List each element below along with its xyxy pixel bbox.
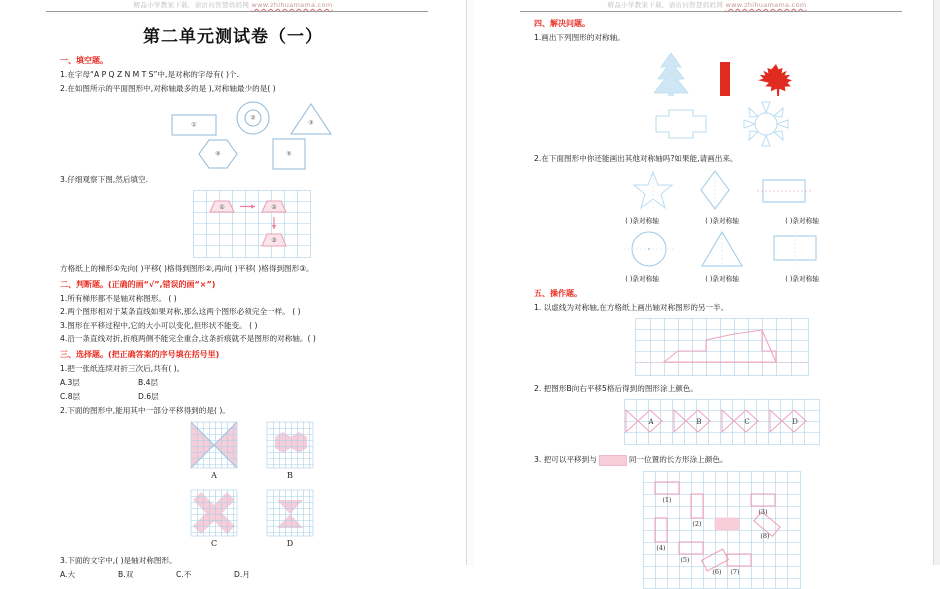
question-5-1: 1. 以虚线为对称轴,在方格纸上画出轴对称图形的另一半。 <box>534 303 729 312</box>
question-3-3: 3.下面的文字中,( )是轴对称图形。 <box>60 556 177 565</box>
option-d[interactable]: D.6层 <box>138 392 159 401</box>
color-swatch <box>599 455 627 466</box>
axis-shapes-row-1 <box>534 51 910 97</box>
mirror-half-figure <box>534 318 910 376</box>
option-c[interactable]: C.不 <box>176 570 192 579</box>
fish-grid <box>624 399 820 445</box>
question-1-3-text: 方格纸上的梯形①先向( )平移( )格得到图形②,再向( )平移( )格得到图形③。 <box>60 263 314 273</box>
axis-count-captions-row-2 <box>534 273 910 283</box>
option-d[interactable]: D.月 <box>234 570 250 579</box>
fish-translate-figure <box>534 399 910 445</box>
figure-b <box>265 420 315 470</box>
axis-count-label[interactable]: ( )条对称轴 <box>785 275 819 283</box>
svg-text:(2): (2) <box>692 519 702 528</box>
shape-label: ④ <box>215 150 221 157</box>
rhombus-shape <box>699 169 731 211</box>
header-text: 精品小学教案下载，请访问智慧妈妈网 www.zhihuamama.com <box>133 1 333 9</box>
svg-text:(7): (7) <box>730 567 740 576</box>
tf-item-2: 2.两个图形相对于某条直线如果对称,那么这两个图形必须完全一样。 ( ) <box>60 307 301 316</box>
choice-caption: A <box>211 471 217 480</box>
header-rule <box>46 11 428 12</box>
question-5-2: 2. 把图形B向右平移5格后得到的图形涂上颜色。 <box>534 384 698 393</box>
pine-tree-icon <box>650 51 692 97</box>
section-heading-5: 五、操作题。 <box>534 289 582 298</box>
option-b[interactable]: B.双 <box>118 570 134 579</box>
svg-text:(4): (4) <box>656 543 666 552</box>
svg-text:B: B <box>696 418 702 426</box>
choice-figures-row-1 <box>60 420 444 480</box>
page-title: 第二单元测试卷（一） <box>143 27 323 47</box>
shape-square <box>272 138 306 170</box>
page-right-edge <box>933 0 940 565</box>
svg-text:②: ② <box>271 203 277 211</box>
shape-rectangle <box>171 114 217 136</box>
shape-label: ① <box>191 121 197 128</box>
shape-circle <box>235 100 271 136</box>
choice-caption: C <box>210 539 218 548</box>
section-heading-1: 一、填空题。 <box>60 56 108 65</box>
symmetry-shapes-row-2 <box>60 138 444 170</box>
axis-count-label[interactable]: ( )条对称轴 <box>785 217 819 225</box>
header-link[interactable]: www.zhihuamama.com <box>725 1 807 9</box>
question-5-3 <box>534 454 910 466</box>
axis-count-label[interactable]: ( )条对称轴 <box>625 217 659 225</box>
star-shape <box>633 170 673 210</box>
shape-label: ⑤ <box>286 150 292 157</box>
svg-text:A: A <box>648 418 654 426</box>
rect-grid <box>643 471 801 589</box>
header-text: 精品小学教案下载，请访问智慧妈妈网 www.zhihuamama.com <box>607 1 807 9</box>
rect-translate-figure <box>534 471 910 589</box>
question-1-2: 2.在如图所示的平面图形中,对称轴最多的是 ),对称轴最少的是( ) <box>60 83 276 93</box>
maple-leaf-icon <box>758 63 794 97</box>
page-header-left <box>0 0 466 13</box>
question-3-2: 2.下面的图形中,能用其中一部分平移得到的是( )。 <box>60 406 230 415</box>
axis-shapes-row-2 <box>534 101 910 147</box>
more-axis-shapes-row-2 <box>534 229 910 269</box>
question-5-3-after: 同一位置的长方形涂上颜色。 <box>628 455 728 464</box>
header-rule <box>520 11 902 12</box>
more-axis-shapes-row-1 <box>534 169 910 211</box>
header-link[interactable]: www.zhihuamama.com <box>251 1 333 9</box>
shape-hexagon <box>198 138 238 170</box>
sun-burst-icon <box>743 101 789 147</box>
svg-text:(3): (3) <box>758 507 768 516</box>
question-3-1-options-row2 <box>60 391 444 402</box>
question-5-3-before: 3. 把可以平移到与 <box>534 455 597 464</box>
choice-caption: B <box>287 471 293 480</box>
tf-item-4: 4.沿一条直线对折,折痕两侧不能完全重合,这条折痕就不是图形的对称轴。( ) <box>60 334 316 343</box>
shape-label: ③ <box>308 119 314 127</box>
axis-count-label[interactable]: ( )条对称轴 <box>705 275 739 283</box>
svg-text:(5): (5) <box>680 555 690 564</box>
choice-c[interactable] <box>189 488 239 548</box>
figure-d <box>265 488 315 538</box>
svg-text:D: D <box>792 418 798 426</box>
svg-text:(8): (8) <box>760 531 770 540</box>
svg-text:(6): (6) <box>712 567 722 576</box>
shape-label: ② <box>250 114 256 121</box>
option-c[interactable]: C.8层 <box>60 392 81 401</box>
axis-count-label[interactable]: ( )条对称轴 <box>705 217 739 225</box>
section-heading-3: 三、选择题。(把正确答案的序号填在括号里) <box>60 350 220 359</box>
svg-text:(1): (1) <box>662 495 672 504</box>
triangle-shape <box>700 230 744 268</box>
question-1-1: 1.在字母“A P Q Z N M T S”中,是对称的字母有( )个. <box>60 70 239 79</box>
circle-shape <box>624 229 674 269</box>
question-4-2: 2.在下面图形中你还能画出其他对称轴吗?如果能,请画出来。 <box>534 154 738 163</box>
tf-item-3: 3.图形在平移过程中,它的大小可以变化,但形状不能变。 ( ) <box>60 320 258 330</box>
figure-c <box>189 488 239 538</box>
option-a[interactable]: A.3层 <box>60 378 80 387</box>
axis-count-captions-row-1 <box>534 215 910 225</box>
svg-text:①: ① <box>219 203 225 211</box>
choice-figures-row-2 <box>60 488 444 548</box>
translation-grid-figure <box>60 190 444 258</box>
mirror-grid <box>635 318 809 376</box>
page-header-right <box>474 0 940 13</box>
symmetry-shapes-row-1 <box>60 100 444 136</box>
svg-text:C: C <box>744 418 750 426</box>
rectangle-shape-h <box>757 174 811 206</box>
choice-d[interactable] <box>265 488 315 548</box>
question-3-3-options <box>60 569 444 580</box>
choice-a[interactable] <box>189 420 239 480</box>
section-heading-4: 四、解决问题。 <box>534 19 590 28</box>
choice-caption: D <box>286 539 294 548</box>
section-heading-2: 二、判断题。(正确的画“√”,错误的画“×”) <box>60 279 216 289</box>
cross-block-icon <box>655 109 707 139</box>
shape-triangle <box>289 102 333 136</box>
question-3-1-options-row1 <box>60 377 444 388</box>
choice-b[interactable] <box>265 420 315 480</box>
option-b[interactable]: B.4层 <box>138 378 159 387</box>
translation-grid <box>193 190 311 258</box>
page-left <box>0 0 466 579</box>
svg-text:③: ③ <box>271 236 277 244</box>
question-3-1: 1.把一张纸连续对折三次后,共有( )。 <box>60 364 185 373</box>
red-bar-icon <box>718 61 732 97</box>
axis-count-label[interactable]: ( )条对称轴 <box>625 275 659 283</box>
tf-item-1: 1.所有梯形都不是轴对称图形。 ( ) <box>60 293 177 303</box>
page-right <box>474 0 940 576</box>
option-a[interactable]: A.大 <box>60 570 76 579</box>
question-1-3: 3.仔细观察下图,然后填空. <box>60 174 149 184</box>
question-4-1: 1.画出下列图形的对称轴。 <box>534 33 625 42</box>
rectangle-shape-v <box>770 231 820 267</box>
figure-a <box>189 420 239 470</box>
